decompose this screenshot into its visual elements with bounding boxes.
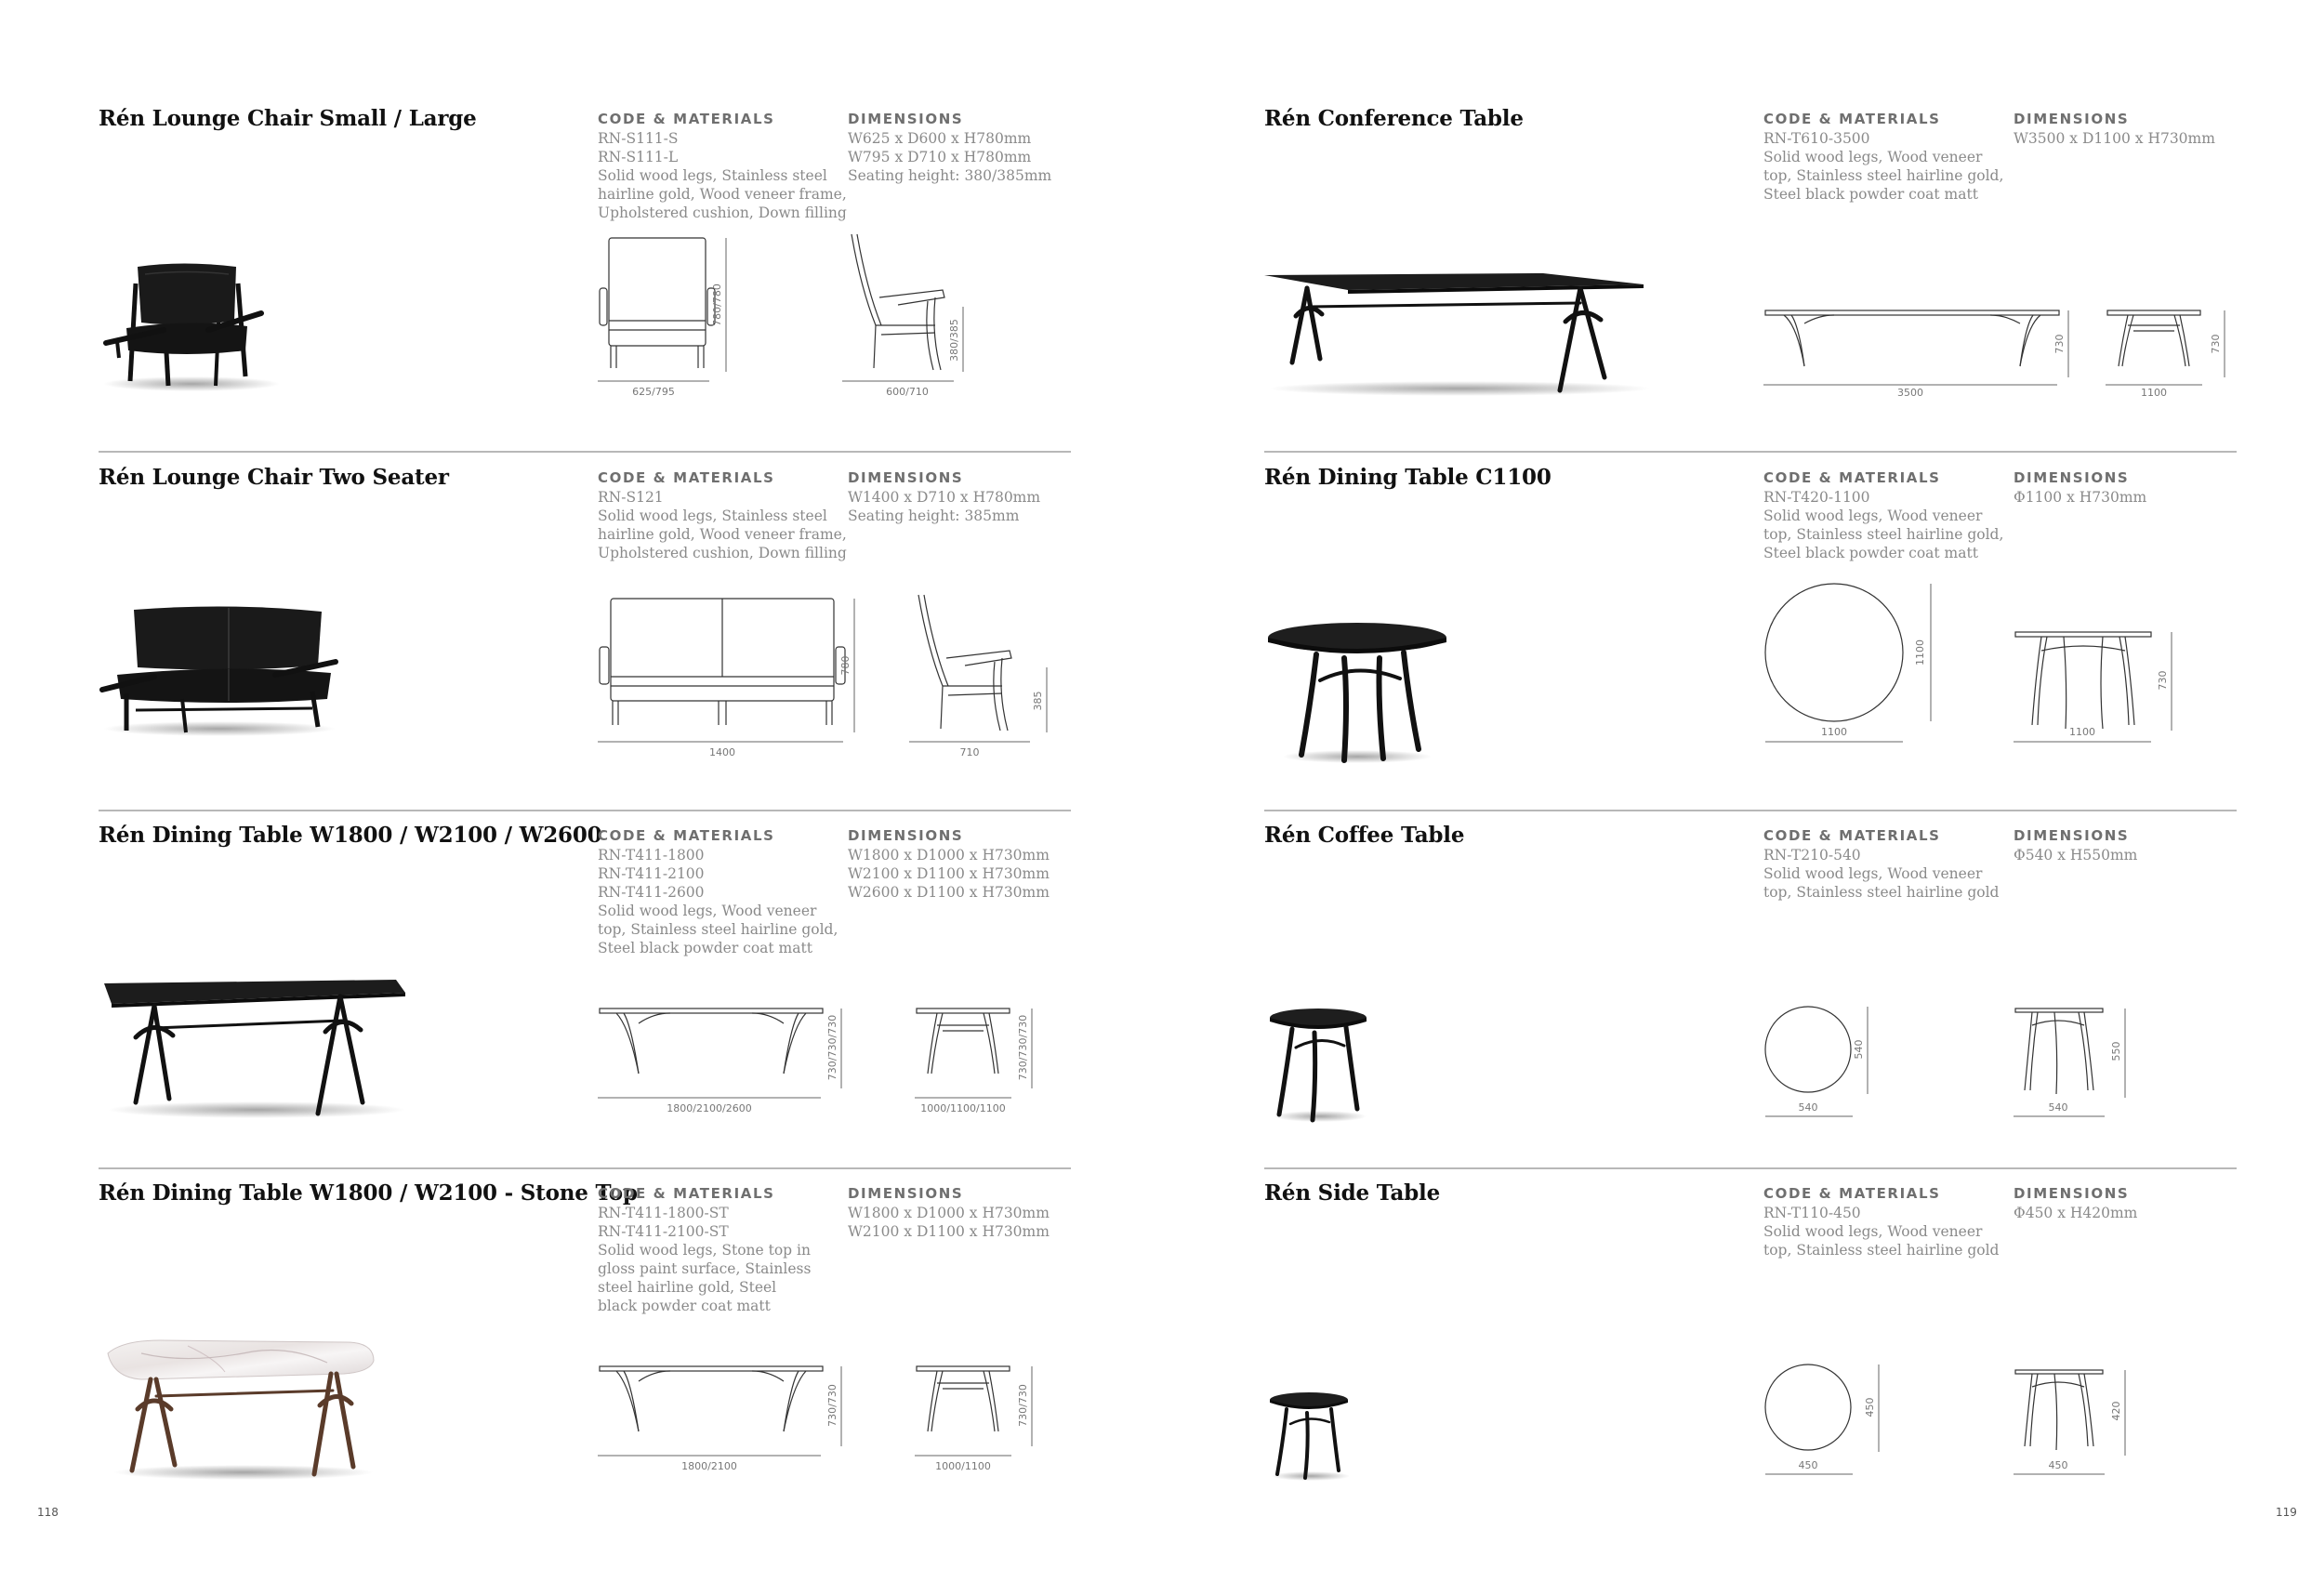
dimensions	[2014, 110, 2237, 148]
stone-top-table-photo	[104, 1335, 383, 1483]
dimension-label: 540	[1853, 1039, 1865, 1060]
dimension-label: 1100	[2069, 726, 2095, 738]
product-title: Rén Lounge Chair Small / Large	[99, 106, 477, 131]
codes-heading: CODE & MATERIALS	[1763, 1185, 1941, 1202]
material-line: steel hairline gold, Steel	[598, 1279, 777, 1296]
page-number-left: 118	[37, 1506, 59, 1519]
code-line: RN-T411-2100	[598, 865, 705, 882]
dimension-line: W2600 x D1100 x H730mm	[848, 884, 1050, 901]
dimensions	[848, 1184, 1071, 1241]
front-elevation-drawing	[598, 593, 858, 760]
product-title: Rén Dining Table C1100	[1264, 465, 1552, 490]
dimensions	[848, 826, 1071, 902]
material-line: top, Stainless steel hairline gold	[1763, 884, 2000, 901]
material-line: Solid wood legs, Wood veneer	[598, 903, 817, 919]
dimensions-heading: DIMENSIONS	[2014, 469, 2130, 486]
coffee-table-photo	[1264, 1005, 1376, 1126]
dimension-line: Φ540 x H550mm	[2014, 847, 2138, 864]
dimension-line: W1800 x D1000 x H730mm	[848, 1205, 1050, 1221]
dimension-label: 1800/2100	[681, 1460, 737, 1472]
side-elevation-drawing	[2106, 307, 2236, 400]
code-line: RN-T411-1800	[598, 847, 705, 864]
product-entry	[99, 452, 1071, 810]
codes-heading: CODE & MATERIALS	[1763, 111, 1941, 127]
front-elevation-drawing	[598, 1363, 858, 1474]
product-title: Rén Conference Table	[1264, 106, 1524, 131]
dimension-label: 730/730	[1017, 1384, 1029, 1427]
product-entry	[1264, 810, 2237, 1167]
material-line: Steel black powder coat matt	[598, 940, 812, 956]
dimension-line: Seating height: 380/385mm	[848, 167, 1052, 184]
code-line: RN-S121	[598, 489, 664, 506]
dimension-label: 540	[2048, 1101, 2068, 1114]
material-line: Upholstered cushion, Down filling	[598, 204, 847, 221]
side-elevation-drawing	[915, 1363, 1054, 1474]
dimension-label: 385	[1032, 691, 1044, 711]
product-entry	[1264, 1167, 2237, 1525]
product-title: Rén Dining Table W1800 / W2100 - Stone Top	[99, 1180, 638, 1206]
dimension-label: 420	[2110, 1401, 2122, 1421]
code-line: RN-T411-1800-ST	[598, 1205, 729, 1221]
dimension-label: 730/730/730	[826, 1014, 838, 1081]
codes-heading: CODE & MATERIALS	[1763, 827, 1941, 844]
dimension-label: 1100	[1821, 726, 1847, 738]
code-line: RN-T610-3500	[1763, 130, 1870, 147]
top-view-drawing	[1763, 1005, 1903, 1126]
round-dining-table-photo	[1264, 619, 1450, 768]
dimension-label: 600/710	[886, 386, 929, 398]
side-elevation-drawing	[915, 1005, 1054, 1116]
side-elevation-drawing	[2014, 628, 2181, 758]
dimensions-heading: DIMENSIONS	[848, 469, 964, 486]
material-line: top, Stainless steel hairline gold,	[1763, 167, 2004, 184]
dimensions-heading: DIMENSIONS	[848, 827, 964, 844]
dimensions	[2014, 468, 2237, 507]
side-table-photo	[1264, 1391, 1357, 1483]
material-line: Upholstered cushion, Down filling	[598, 545, 847, 561]
dimension-label: 1800/2100/2600	[667, 1102, 752, 1114]
dimension-label: 450	[1798, 1459, 1818, 1471]
dimensions-heading: DIMENSIONS	[2014, 111, 2130, 127]
codes-heading: CODE & MATERIALS	[598, 1185, 775, 1202]
dimension-line: Φ1100 x H730mm	[2014, 489, 2147, 506]
product-entry	[1264, 452, 2237, 810]
code-line: RN-T411-2600	[598, 884, 705, 901]
codes-heading: CODE & MATERIALS	[1763, 469, 1941, 486]
product-title: Rén Lounge Chair Two Seater	[99, 465, 449, 490]
codes-materials	[598, 110, 847, 222]
material-line: Steel black powder coat matt	[1763, 186, 1978, 203]
side-elevation-drawing	[2014, 1005, 2153, 1126]
material-line: gloss paint surface, Stainless	[598, 1260, 812, 1277]
dimensions-heading: DIMENSIONS	[2014, 827, 2130, 844]
material-line: top, Stainless steel hairline gold	[1763, 1242, 2000, 1259]
dimensions-heading: DIMENSIONS	[848, 111, 964, 127]
dimensions-heading: DIMENSIONS	[848, 1185, 964, 1202]
product-title: Rén Dining Table W1800 / W2100 / W2600	[99, 823, 602, 848]
material-line: Solid wood legs, Wood veneer	[1763, 1223, 1983, 1240]
dimension-label: 730	[2157, 670, 2169, 691]
material-line: top, Stainless steel hairline gold,	[598, 921, 838, 938]
dimensions	[848, 110, 1071, 185]
material-line: Solid wood legs, Wood veneer	[1763, 865, 1983, 882]
dimension-label: 780	[839, 655, 852, 676]
front-elevation-drawing	[598, 1005, 858, 1116]
dimension-label: 1100	[2141, 387, 2167, 399]
lounge-chair-photo	[99, 246, 284, 395]
side-elevation-drawing	[909, 593, 1058, 760]
dimension-label: 380/385	[948, 319, 960, 362]
dimensions	[2014, 826, 2237, 864]
dimension-label: 625/795	[632, 386, 675, 398]
material-line: Solid wood legs, Wood veneer	[1763, 508, 1983, 524]
codes-materials	[1763, 110, 2004, 204]
dimensions	[848, 468, 1071, 525]
codes-materials	[598, 1184, 830, 1315]
product-entry	[99, 93, 1071, 451]
codes-materials	[598, 826, 838, 957]
dimension-label: 450	[2048, 1459, 2068, 1471]
code-line: RN-S111-L	[598, 149, 679, 165]
top-view-drawing	[1763, 582, 1968, 758]
top-view-drawing	[1763, 1363, 1903, 1483]
code-line: RN-S111-S	[598, 130, 679, 147]
material-line: black powder coat matt	[598, 1298, 771, 1314]
codes-heading: CODE & MATERIALS	[598, 111, 775, 127]
dimension-label: 550	[2110, 1041, 2122, 1061]
product-title: Rén Side Table	[1264, 1180, 1441, 1206]
dimension-label: 730/730/730	[1017, 1014, 1029, 1081]
dimension-line: W2100 x D1100 x H730mm	[848, 1223, 1050, 1240]
codes-heading: CODE & MATERIALS	[598, 827, 775, 844]
product-entry	[1264, 93, 2237, 451]
dimension-label: 1000/1100	[935, 1460, 991, 1472]
product-entry	[99, 810, 1071, 1167]
product-title: Rén Coffee Table	[1264, 823, 1465, 848]
front-elevation-drawing	[598, 232, 737, 400]
dimension-line: Seating height: 385mm	[848, 508, 1020, 524]
material-line: Solid wood legs, Stainless steel	[598, 508, 827, 524]
code-line: RN-T110-450	[1763, 1205, 1861, 1221]
dimension-label: 780/780	[711, 283, 723, 326]
dimension-label: 1000/1100/1100	[920, 1102, 1006, 1114]
dimension-label: 710	[959, 746, 980, 758]
dimension-label: 730/730	[826, 1384, 838, 1427]
material-line: Solid wood legs, Stone top in	[598, 1242, 811, 1259]
codes-materials	[1763, 1184, 2000, 1259]
codes-materials	[1763, 826, 2000, 902]
dimension-line: W2100 x D1100 x H730mm	[848, 865, 1050, 882]
dimension-label: 730	[2053, 334, 2066, 354]
material-line: Solid wood legs, Stainless steel	[598, 167, 827, 184]
page-number-right: 119	[2276, 1506, 2297, 1519]
dimension-label: 1100	[1914, 639, 1926, 666]
material-line: Steel black powder coat matt	[1763, 545, 1978, 561]
material-line: hairline gold, Wood veneer frame,	[598, 186, 847, 203]
product-entry	[99, 1167, 1071, 1525]
code-line: RN-T420-1100	[1763, 489, 1870, 506]
dimensions-heading: DIMENSIONS	[2014, 1185, 2130, 1202]
code-line: RN-T210-540	[1763, 847, 1861, 864]
dimension-line: W1400 x D710 x H780mm	[848, 489, 1041, 506]
material-line: hairline gold, Wood veneer frame,	[598, 526, 847, 543]
material-line: top, Stainless steel hairline gold,	[1763, 526, 2004, 543]
dining-table-photo	[99, 972, 415, 1121]
dimension-line: W625 x D600 x H780mm	[848, 130, 1032, 147]
codes-materials	[598, 468, 847, 562]
dimension-line: W1800 x D1000 x H730mm	[848, 847, 1050, 864]
two-seater-photo	[99, 600, 340, 740]
dimension-label: 450	[1864, 1397, 1876, 1417]
material-line: Solid wood legs, Wood veneer	[1763, 149, 1983, 165]
side-elevation-drawing	[842, 232, 982, 400]
dimension-label: 540	[1798, 1101, 1818, 1114]
side-elevation-drawing	[2014, 1366, 2153, 1483]
front-elevation-drawing	[1763, 307, 2070, 400]
conference-table-photo	[1264, 270, 1655, 400]
dimension-line: W3500 x D1100 x H730mm	[2014, 130, 2215, 147]
dimension-label: 1400	[709, 746, 735, 758]
code-line: RN-T411-2100-ST	[598, 1223, 729, 1240]
dimensions	[2014, 1184, 2237, 1222]
dimension-label: 3500	[1897, 387, 1923, 399]
codes-heading: CODE & MATERIALS	[598, 469, 775, 486]
codes-materials	[1763, 468, 2004, 562]
dimension-line: W795 x D710 x H780mm	[848, 149, 1032, 165]
dimension-line: Φ450 x H420mm	[2014, 1205, 2138, 1221]
dimension-label: 730	[2210, 334, 2222, 354]
